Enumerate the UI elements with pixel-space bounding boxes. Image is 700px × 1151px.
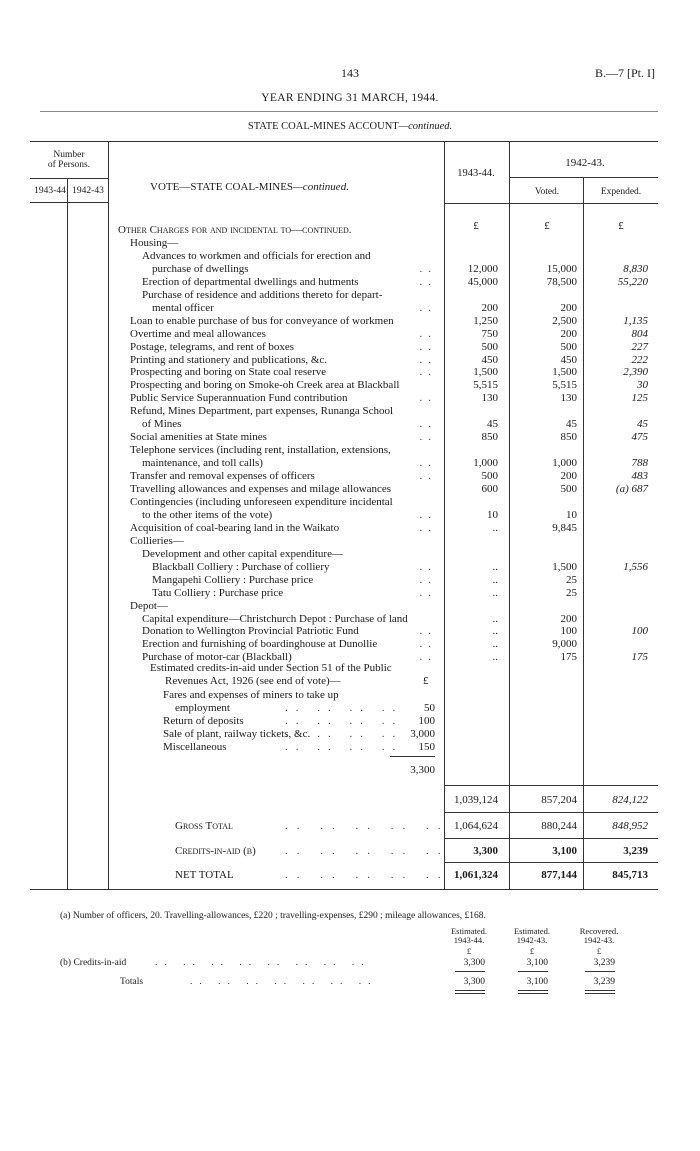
- leader-dots: ..: [419, 418, 437, 431]
- footnote-rule-1: [455, 971, 485, 972]
- line-item-voted: 450: [560, 353, 577, 366]
- credit-item-label: Return of deposits: [163, 715, 244, 727]
- line-item-estimate: 12,000: [467, 262, 498, 275]
- line-item-expended: 788: [631, 457, 648, 470]
- line-item-expended: 222: [631, 353, 648, 366]
- col-1943-44-header: 1943-44: [34, 186, 66, 196]
- est-1943-44-header: 1943-44.: [457, 168, 495, 179]
- line-item-label: Contingencies (including unforeseen expenditure incidental: [130, 495, 393, 508]
- line-item-expended: 227: [631, 340, 648, 353]
- line-item-voted: 10: [566, 508, 577, 521]
- line-item-voted: 200: [560, 612, 577, 625]
- line-item-estimate: ..: [492, 586, 498, 599]
- leader-dots: ..: [419, 431, 437, 444]
- line-item-label: Mangapehi Colliery : Purchase price: [152, 573, 314, 586]
- line-item-estimate: 5,515: [473, 379, 498, 392]
- leader-dots: ..: [419, 392, 437, 405]
- line-item-label: Donation to Wellington Provincial Patriotic Fund: [142, 625, 359, 638]
- line-item-expended: 1,135: [623, 314, 648, 327]
- line-item-expended: (a) 687: [615, 483, 648, 495]
- footnote-head-line1: Estimated.: [513, 926, 551, 936]
- line-item-estimate: ..: [492, 612, 498, 625]
- line-item-label: to the other items of the vote): [142, 508, 273, 521]
- col-rule-voted: [509, 141, 510, 889]
- line-item-label: Travelling allowances and expenses and milage allowances: [130, 483, 392, 495]
- leader-dots: ..: [419, 262, 437, 275]
- line-item-label: Acquisition of coal-bearing land in the Waikato: [130, 521, 340, 534]
- credit-item-label: Fares and expenses of miners to take up: [163, 689, 339, 701]
- line-item-label: Collieries—: [130, 534, 184, 547]
- subtotal-rule-top: [445, 785, 658, 786]
- line-item-voted: 200: [560, 301, 577, 314]
- line-item-expended: 8,830: [623, 262, 648, 275]
- credit-leader-dots: .. .. .. ..: [285, 741, 404, 753]
- line-item-label: Capital expenditure—Christchurch Depot : Purchase of land: [142, 612, 408, 625]
- footnote-double-rule-2a: [518, 990, 548, 991]
- leader-dots: ..: [419, 638, 437, 651]
- total-expended: 848,952: [612, 820, 648, 832]
- total-label: Gross Total: [175, 820, 233, 832]
- line-item-estimate: 45,000: [467, 275, 498, 288]
- currency-expended: £: [618, 220, 624, 232]
- vote-title-continued: —continued.: [293, 181, 349, 193]
- currency-est: £: [473, 220, 479, 232]
- line-item-estimate: 500: [481, 340, 498, 353]
- line-item-label: Purchase of motor-car (Blackball): [142, 651, 292, 664]
- footnote-head-line1: Recovered.: [579, 926, 619, 936]
- year-1942-43-header: 1942-43.: [565, 157, 605, 169]
- expended-header: Expended.: [600, 187, 642, 197]
- account-title: [150, 121, 550, 132]
- account-title-main: STATE COAL-MINES ACCOUNT: [247, 121, 399, 132]
- footnote-double-rule-1a: [455, 990, 485, 991]
- line-item-estimate: 45: [487, 418, 498, 431]
- line-item-label: Social amenities at State mines: [130, 431, 267, 444]
- line-item-estimate: ..: [492, 638, 498, 651]
- line-item-voted: 500: [560, 340, 577, 353]
- line-item-voted: 25: [566, 573, 577, 586]
- credit-item-value: 100: [418, 715, 435, 727]
- line-item-estimate: ..: [492, 651, 498, 664]
- line-item-expended: 2,390: [623, 366, 648, 379]
- line-item-expended: 55,220: [617, 275, 648, 288]
- line-item-estimate: ..: [492, 573, 498, 586]
- line-item-expended: 804: [631, 327, 648, 340]
- line-item-voted: 175: [560, 651, 577, 664]
- line-item-expended: 100: [631, 625, 648, 638]
- gross-rule-top: [445, 812, 658, 813]
- line-item-voted: 200: [560, 327, 577, 340]
- footnote-b-v2: 3,100: [526, 958, 548, 968]
- line-item-voted: 200: [560, 470, 577, 483]
- line-item-estimate: 450: [481, 353, 498, 366]
- credit-item-value: 3,000: [410, 728, 435, 740]
- col-rule-persons-b: [108, 141, 109, 889]
- line-item-label: Postage, telegrams, and rent of boxes: [130, 340, 295, 353]
- line-item-expended: 125: [631, 392, 648, 405]
- line-item-estimate: 600: [481, 483, 498, 495]
- line-item-label: Advances to workmen and officials for erection and: [142, 249, 371, 262]
- footnote-head-line1: Estimated.: [450, 926, 488, 936]
- gross-rule-bottom: [445, 838, 658, 839]
- footnote-head-currency: £: [596, 946, 602, 956]
- credit-item-value: 50: [424, 702, 435, 714]
- line-item-label: Housing—: [130, 236, 179, 249]
- year-title: YEAR ENDING 31 MARCH, 1944.: [261, 92, 439, 104]
- line-item-label: Depot—: [130, 599, 168, 612]
- leader-dots: ..: [419, 508, 437, 521]
- leader-dots: ..: [419, 651, 437, 664]
- line-item-label: Prospecting and boring on Smoke-oh Creek area at Blackball: [130, 379, 400, 392]
- line-item-label: purchase of dwellings: [152, 262, 249, 275]
- line-item-estimate: 1,500: [473, 366, 498, 379]
- currency-voted: £: [544, 220, 550, 232]
- line-item-label: Blackball Colliery : Purchase of colliery: [152, 560, 330, 573]
- total-voted: 880,244: [541, 820, 577, 832]
- footnote-double-rule-3a: [585, 990, 615, 991]
- footnote-double-rule-1b: [455, 993, 485, 994]
- footnote-b-label: (b) Credits-in-aid: [60, 958, 127, 968]
- line-item-voted: 1,500: [552, 560, 577, 573]
- line-item-voted: 9,000: [552, 638, 577, 651]
- col-rule-persons-a: [67, 179, 68, 889]
- total-voted: 877,144: [541, 869, 577, 881]
- line-item-voted: 1,500: [552, 366, 577, 379]
- line-item-voted: 500: [560, 483, 577, 495]
- leader-dots: ..: [419, 470, 437, 483]
- line-item-expended: 45: [637, 418, 648, 431]
- footnote-rule-2: [518, 971, 548, 972]
- footnote-head-line2: 1942-43.: [516, 935, 548, 945]
- footnote-double-rule-3b: [585, 993, 615, 994]
- footnote-b-dots: .. .. .. .. .. .. .. ..: [155, 958, 371, 968]
- line-item-label: of Mines: [142, 418, 182, 431]
- subtotal-est: 1,039,124: [454, 794, 498, 806]
- line-item-expended: 175: [631, 651, 648, 664]
- table-bottom-rule: [30, 889, 658, 890]
- total-label: Credits-in-aid (b): [175, 845, 256, 857]
- subtotal-expended: 824,122: [612, 794, 648, 806]
- line-item-label: Printing and stationery and publications, &c.: [130, 353, 328, 366]
- line-item-estimate: 500: [481, 470, 498, 483]
- document-reference: B.—7 [Pt. I]: [595, 66, 655, 80]
- total-voted: 3,100: [552, 845, 577, 857]
- line-item-label: Tatu Colliery : Purchase price: [152, 586, 284, 599]
- credit-item-value: 150: [418, 741, 435, 753]
- account-title-continued: —continued.: [398, 121, 453, 132]
- line-item-voted: 9,845: [552, 521, 577, 534]
- leader-dots: ..: [419, 340, 437, 353]
- line-item-expended: 1,556: [623, 560, 648, 573]
- line-item-label: Prospecting and boring on State coal reserve: [130, 366, 327, 379]
- footnote-b-v1: 3,300: [463, 958, 485, 968]
- leader-dots: ..: [419, 353, 437, 366]
- line-item-label: Loan to enable purchase of bus for conveyance of workmen: [130, 314, 394, 327]
- line-item-label: Erection and furnishing of boardinghouse at Dunollie: [142, 638, 378, 651]
- leader-dots: ..: [419, 521, 437, 534]
- line-item-estimate: ..: [492, 625, 498, 638]
- footnote-head-currency: £: [529, 946, 535, 956]
- footnote-a: (a) Number of officers, 20. Travelling-allowances, £220 ; travelling-expenses, £290 ; mileage allowances, £168.: [60, 911, 486, 921]
- header-bottom-rule: [445, 203, 658, 204]
- line-item-label: Development and other capital expenditure—: [142, 547, 343, 560]
- line-item-voted: 5,515: [552, 379, 577, 392]
- total-estimate: 1,064,624: [454, 820, 498, 832]
- footnote-totals-dots: .. .. .. .. .. .. ..: [190, 977, 378, 987]
- line-item-voted: 78,500: [546, 275, 577, 288]
- credit-item-label: Miscellaneous: [163, 741, 227, 753]
- total-leader-dots: .. .. .. .. ..: [285, 869, 450, 881]
- footnote-totals-v2: 3,100: [526, 977, 548, 987]
- page-number: 143: [341, 66, 359, 80]
- line-item-label: Other Charges for and incidental to—continued.: [118, 224, 352, 236]
- footnote-totals-v3: 3,239: [593, 977, 615, 987]
- line-item-expended: 475: [631, 431, 648, 444]
- vote-title: [150, 181, 430, 193]
- footnote-head-currency: £: [466, 946, 472, 956]
- voted-header: Voted.: [534, 187, 560, 197]
- line-item-label: Transfer and removal expenses of officers: [130, 470, 315, 483]
- leader-dots: ..: [419, 586, 437, 599]
- footnote-totals-label: Totals: [120, 977, 144, 987]
- credit-leader-dots: .. .. .. ..: [285, 728, 404, 740]
- number-of-persons-header: Number of Persons.: [47, 150, 91, 170]
- total-estimate: 1,061,324: [454, 869, 498, 881]
- leader-dots: ..: [419, 573, 437, 586]
- total-estimate: 3,300: [473, 845, 498, 857]
- leader-dots: ..: [419, 327, 437, 340]
- credit-leader-dots: .. .. .. ..: [285, 715, 404, 727]
- line-item-label: Telephone services (including rent, installation, extensions,: [130, 444, 391, 457]
- persons-header-rule: [30, 178, 108, 179]
- line-item-label: maintenance, and toll calls): [142, 457, 263, 470]
- line-item-estimate: 750: [481, 327, 498, 340]
- leader-dots: ..: [419, 301, 437, 314]
- line-item-voted: 1,000: [552, 457, 577, 470]
- credit-leader-dots: .. .. .. ..: [285, 702, 404, 714]
- credits-total-rule: [390, 756, 435, 757]
- credits-currency: £: [423, 675, 429, 687]
- total-leader-dots: .. .. .. .. ..: [285, 820, 450, 832]
- subtotal-voted: 857,204: [541, 794, 577, 806]
- credits-total: 3,300: [410, 764, 435, 776]
- total-expended: 845,713: [612, 869, 648, 881]
- line-item-estimate: ..: [492, 521, 498, 534]
- line-item-label: Public Service Superannuation Fund contribution: [130, 392, 348, 405]
- total-expended: 3,239: [623, 845, 648, 857]
- leader-dots: ..: [419, 560, 437, 573]
- line-item-estimate: 130: [481, 392, 498, 405]
- vote-title-main: VOTE—STATE COAL-MINES: [150, 181, 294, 193]
- line-item-estimate: 1,250: [473, 314, 498, 327]
- line-item-voted: 130: [560, 392, 577, 405]
- col-1942-43-header: 1942-43: [72, 186, 104, 196]
- footnote-totals-v1: 3,300: [463, 977, 485, 987]
- leader-dots: ..: [419, 457, 437, 470]
- line-item-expended: 30: [637, 379, 648, 392]
- total-label: NET TOTAL: [175, 869, 234, 881]
- credits-intro-line2: Revenues Act, 1926 (see end of vote)—: [165, 675, 341, 687]
- line-item-voted: 45: [566, 418, 577, 431]
- year-1942-43-rule: [510, 177, 658, 178]
- leader-dots: ..: [419, 625, 437, 638]
- line-item-label: mental officer: [152, 301, 214, 314]
- persons-subheader-rule: [30, 202, 108, 203]
- line-item-estimate: 1,000: [473, 457, 498, 470]
- footnote-b-v3: 3,239: [593, 958, 615, 968]
- line-item-label: Erection of departmental dwellings and hutments: [142, 275, 359, 288]
- leader-dots: ..: [419, 366, 437, 379]
- credits-rule-bottom: [445, 862, 658, 863]
- line-item-estimate: 10: [487, 508, 498, 521]
- line-item-label: Overtime and meal allowances: [130, 327, 266, 340]
- total-leader-dots: .. .. .. .. ..: [285, 845, 450, 857]
- credits-intro-line1: Estimated credits-in-aid under Section 51 of the Public: [150, 662, 392, 674]
- line-item-voted: 850: [560, 431, 577, 444]
- footnote-head-line2: 1942-43.: [583, 935, 615, 945]
- header-rule: [40, 111, 658, 112]
- footnote-rule-3: [585, 971, 615, 972]
- credit-item-label: Sale of plant, railway tickets, &c.: [163, 728, 311, 740]
- leader-dots: ..: [419, 275, 437, 288]
- line-item-voted: 2,500: [552, 314, 577, 327]
- line-item-voted: 15,000: [546, 262, 577, 275]
- line-item-estimate: ..: [492, 560, 498, 573]
- line-item-estimate: 200: [481, 301, 498, 314]
- line-item-expended: 483: [631, 470, 648, 483]
- footnote-head-line2: 1943-44.: [453, 935, 485, 945]
- table-top-rule: [30, 141, 658, 142]
- line-item-estimate: 850: [481, 431, 498, 444]
- line-item-voted: 100: [560, 625, 577, 638]
- footnote-double-rule-2b: [518, 993, 548, 994]
- line-item-voted: 25: [566, 586, 577, 599]
- line-item-label: Purchase of residence and additions thereto for depart-: [142, 288, 383, 301]
- credit-item-label: employment: [175, 702, 230, 714]
- line-item-label: Refund, Mines Department, part expenses, Runanga School: [130, 405, 394, 418]
